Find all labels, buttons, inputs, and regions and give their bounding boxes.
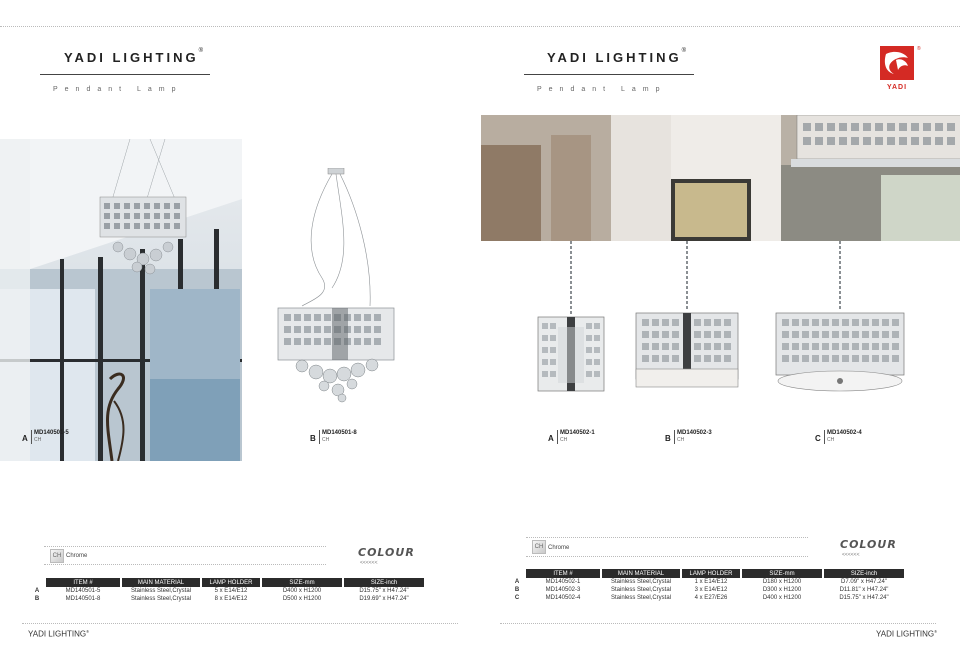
product-image-md140502-1 — [536, 241, 606, 401]
caption-letter-A: A — [22, 434, 28, 443]
yadi-logo — [880, 46, 921, 91]
row-letter: B — [514, 587, 520, 593]
th-material: MAIN MATERIAL — [602, 569, 680, 578]
cell-material: Stainless Steel,Crystal — [610, 595, 672, 601]
caption-colour-A: CH — [560, 437, 568, 443]
caption-code-A: MD140502-1 — [560, 430, 595, 436]
th-material: MAIN MATERIAL — [122, 578, 200, 587]
right-room-photo — [481, 115, 960, 241]
right-footer-brand: YADI LIGHTING® — [876, 629, 938, 639]
colour-dotted-rule — [44, 546, 326, 547]
colour-arrows: <<<<<< — [842, 552, 860, 558]
table-row — [510, 578, 904, 586]
cell-item: MD140502-1 — [545, 579, 581, 585]
caption-divider — [674, 430, 675, 444]
yadi-logo-mark — [880, 46, 916, 80]
row-letter: C — [514, 595, 520, 601]
caption-letter-C: C — [815, 434, 821, 443]
caption-divider — [557, 430, 558, 444]
colour-arrows: <<<<<< — [360, 560, 378, 566]
caption-letter-B: B — [310, 434, 316, 443]
th-size-mm: SIZE-mm — [262, 578, 342, 587]
logo-wordmark: YADI — [886, 84, 908, 91]
interior-scene-illustration — [481, 115, 960, 241]
cell-size-inch: D15.75" x H47.24" — [839, 595, 889, 601]
left-title-rule — [40, 74, 210, 75]
colour-heading: COLOUR — [358, 546, 415, 559]
cell-holder: 5 x E14/E12 — [214, 588, 248, 594]
caption-colour-B: CH — [677, 437, 685, 443]
caption-colour-B: CH — [322, 437, 330, 443]
colour-dotted-rule — [526, 537, 808, 538]
cell-holder: 8 x E14/E12 — [214, 596, 248, 602]
colour-heading: COLOUR — [840, 538, 897, 551]
table-row — [510, 586, 904, 594]
cell-item: MD140502-4 — [545, 595, 581, 601]
th-holder: LAMP HOLDER — [202, 578, 260, 587]
cell-item: MD140501-5 — [65, 588, 101, 594]
left-footer-brand: YADI LIGHTING® — [28, 629, 90, 639]
th-item: ITEM # — [46, 578, 120, 587]
footer-dotted-rule — [22, 623, 458, 624]
product-image-md140501-8 — [272, 168, 400, 404]
caption-divider — [31, 430, 32, 444]
cell-holder: 3 x E14/E12 — [694, 587, 728, 593]
right-title-rule — [524, 74, 694, 75]
caption-divider — [319, 430, 320, 444]
table-header-row — [510, 569, 904, 578]
right-subtitle: Pendant Lamp — [537, 86, 667, 93]
th-item: ITEM # — [526, 569, 600, 578]
cell-item: MD140502-3 — [545, 587, 581, 593]
logo-reg: ® — [917, 46, 921, 52]
caption-code-B: MD140501-8 — [322, 430, 357, 436]
th-size-mm: SIZE-mm — [742, 569, 822, 578]
cell-material: Stainless Steel,Crystal — [610, 579, 672, 585]
th-size-inch: SIZE-inch — [344, 578, 424, 587]
cell-holder: 1 x E14/E12 — [694, 579, 728, 585]
chrome-label: Chrome — [66, 553, 88, 559]
row-letter: A — [514, 579, 520, 585]
caption-code-C: MD140502-4 — [827, 430, 862, 436]
right-brand-title: YADI LIGHTING® — [547, 48, 687, 65]
table-row — [30, 595, 424, 603]
caption-colour-C: CH — [827, 437, 835, 443]
colour-dotted-rule — [526, 556, 808, 557]
caption-code-A: MD140501-5 — [34, 430, 69, 436]
colour-dotted-rule — [44, 564, 326, 565]
chrome-swatch: CH — [50, 549, 64, 563]
cell-size-inch: D15.75" x H47.24" — [359, 588, 409, 594]
cell-size-mm: D300 x H1200 — [762, 587, 802, 593]
cell-material: Stainless Steel,Crystal — [130, 596, 192, 602]
cell-size-mm: D400 x H1200 — [282, 588, 322, 594]
th-size-inch: SIZE-inch — [824, 569, 904, 578]
row-letter: A — [34, 588, 40, 594]
caption-letter-B: B — [665, 434, 671, 443]
cell-size-inch: D11.81" x H47.24" — [839, 587, 889, 593]
cell-material: Stainless Steel,Crystal — [610, 587, 672, 593]
room-scene-illustration — [0, 139, 242, 461]
table-row — [30, 587, 424, 595]
left-spec-table — [28, 578, 426, 603]
cell-size-mm: D400 x H1200 — [762, 595, 802, 601]
product-image-md140502-3 — [634, 241, 740, 396]
th-holder: LAMP HOLDER — [682, 569, 740, 578]
caption-letter-A: A — [548, 434, 554, 443]
cell-size-inch: D19.69" x H47.24" — [359, 596, 409, 602]
chrome-swatch: CH — [532, 540, 546, 554]
cell-material: Stainless Steel,Crystal — [130, 588, 192, 594]
left-room-photo — [0, 139, 242, 461]
product-image-md140502-4 — [774, 241, 906, 396]
left-subtitle: Pendant Lamp — [53, 86, 183, 93]
caption-code-B: MD140502-3 — [677, 430, 712, 436]
footer-dotted-rule — [500, 623, 936, 624]
chrome-label: Chrome — [548, 545, 570, 551]
table-header-row — [30, 578, 424, 587]
cell-item: MD140501-8 — [65, 596, 101, 602]
cell-size-mm: D500 x H1200 — [282, 596, 322, 602]
row-letter: B — [34, 596, 40, 602]
left-brand-title: YADI LIGHTING® — [64, 48, 204, 65]
top-dotted-border — [0, 26, 960, 27]
caption-colour-A: CH — [34, 437, 42, 443]
cell-holder: 4 x E27/E26 — [694, 595, 728, 601]
right-spec-table — [508, 569, 906, 602]
table-row — [510, 594, 904, 602]
cell-size-inch: D7.09" x H47.24" — [841, 579, 887, 585]
cell-size-mm: D180 x H1200 — [762, 579, 802, 585]
caption-divider — [824, 430, 825, 444]
